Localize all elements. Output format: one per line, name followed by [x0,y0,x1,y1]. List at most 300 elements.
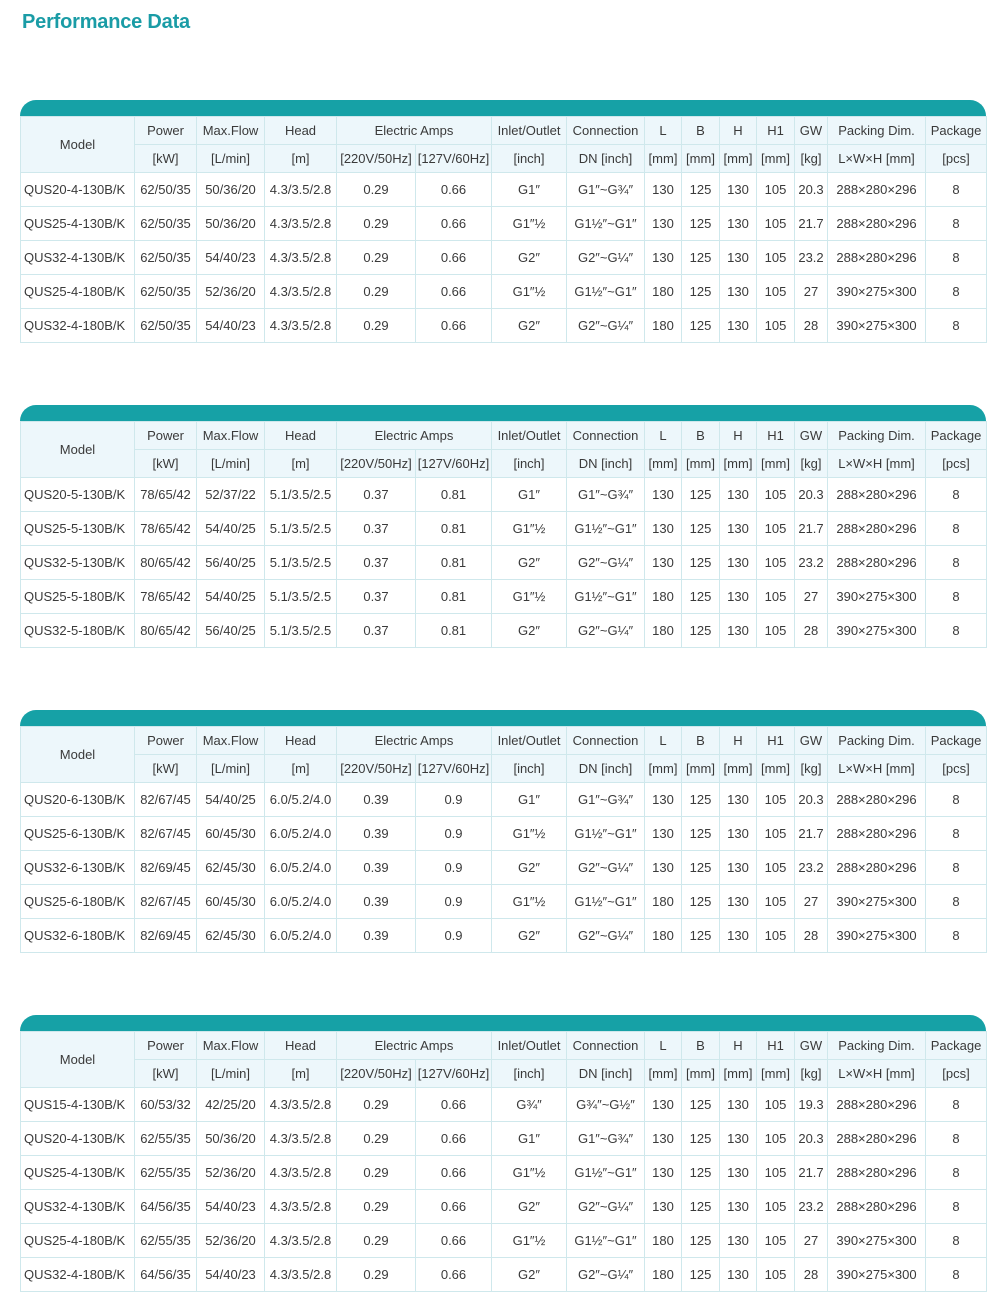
data-cell: 8 [926,275,987,309]
unit-header: [mm] [645,145,682,173]
data-cell: G2″ [492,919,567,953]
data-cell: 27 [795,885,828,919]
model-cell: QUS25-6-180B/K [21,885,135,919]
column-header: Packing Dim. [828,1032,926,1060]
data-cell: 288×280×296 [828,1088,926,1122]
data-cell: 8 [926,614,987,648]
data-cell: G1″~G¾″ [567,478,645,512]
data-cell: 8 [926,817,987,851]
unit-header: [inch] [492,1060,567,1088]
data-cell: 8 [926,1122,987,1156]
data-cell: 125 [682,275,720,309]
unit-header: [mm] [645,1060,682,1088]
data-cell: G2″ [492,614,567,648]
data-cell: 180 [645,885,682,919]
header-row [21,117,987,145]
data-cell: 56/40/25 [197,546,265,580]
table-row [21,1190,987,1224]
data-cell: G2″ [492,851,567,885]
data-cell: 390×275×300 [828,614,926,648]
data-cell: 125 [682,783,720,817]
data-cell: 288×280×296 [828,783,926,817]
data-cell: 130 [720,783,757,817]
data-cell: 0.29 [337,1156,416,1190]
data-cell: 105 [757,1190,795,1224]
column-header: H1 [757,422,795,450]
data-cell: 105 [757,1224,795,1258]
data-cell: G1″ [492,173,567,207]
table-row [21,1088,987,1122]
data-cell: 0.29 [337,173,416,207]
data-cell: 130 [720,546,757,580]
unit-header: [pcs] [926,450,987,478]
data-cell: G1″½ [492,1224,567,1258]
data-cell: 82/67/45 [135,817,197,851]
data-cell: 125 [682,309,720,343]
data-cell: 130 [720,275,757,309]
data-cell: 8 [926,173,987,207]
data-cell: G2″ [492,546,567,580]
data-cell: 125 [682,512,720,546]
data-cell: G1″~G¾″ [567,1122,645,1156]
unit-header: [pcs] [926,755,987,783]
data-cell: 0.29 [337,1088,416,1122]
data-cell: 52/36/20 [197,1156,265,1190]
data-cell: 130 [645,817,682,851]
data-cell: G1½″~G1″ [567,885,645,919]
data-cell: 130 [720,580,757,614]
column-header: Head [265,422,337,450]
column-header: Package [926,117,987,145]
data-cell: 23.2 [795,241,828,275]
table-row [21,173,987,207]
data-cell: 0.37 [337,546,416,580]
unit-header: L×W×H [mm] [828,145,926,173]
unit-header: DN [inch] [567,1060,645,1088]
model-cell: QUS15-4-130B/K [21,1088,135,1122]
table-row [21,783,987,817]
model-cell: QUS32-5-130B/K [21,546,135,580]
data-cell: 180 [645,1224,682,1258]
unit-header: [mm] [720,450,757,478]
data-cell: 82/67/45 [135,783,197,817]
data-cell: 125 [682,1190,720,1224]
data-cell: 60/45/30 [197,817,265,851]
data-cell: 0.29 [337,1122,416,1156]
model-cell: QUS20-4-130B/K [21,1122,135,1156]
unit-header: [mm] [757,1060,795,1088]
unit-header: [mm] [720,145,757,173]
model-cell: QUS20-6-130B/K [21,783,135,817]
data-cell: 8 [926,919,987,953]
unit-header: [m] [265,1060,337,1088]
data-cell: 105 [757,478,795,512]
data-cell: 23.2 [795,546,828,580]
data-cell: 130 [645,478,682,512]
data-cell: 8 [926,241,987,275]
column-header: Inlet/Outlet [492,727,567,755]
data-cell: G2″~G¼″ [567,919,645,953]
data-cell: 78/65/42 [135,512,197,546]
data-cell: 0.81 [416,614,492,648]
data-cell: 130 [645,851,682,885]
data-cell: 125 [682,1224,720,1258]
data-cell: 8 [926,851,987,885]
data-cell: 0.9 [416,919,492,953]
data-cell: 0.81 [416,512,492,546]
data-cell: 180 [645,309,682,343]
unit-header: [kg] [795,755,828,783]
data-cell: G2″~G¼″ [567,614,645,648]
data-cell: 0.66 [416,1258,492,1292]
column-header: Power [135,422,197,450]
data-cell: 54/40/25 [197,512,265,546]
data-cell: 180 [645,580,682,614]
data-cell: 105 [757,851,795,885]
table-header-band [20,405,986,421]
data-cell: 130 [645,1088,682,1122]
data-cell: 390×275×300 [828,1224,926,1258]
model-cell: QUS32-4-180B/K [21,1258,135,1292]
column-header: Connection [567,117,645,145]
data-cell: G1″½ [492,275,567,309]
data-cell: 78/65/42 [135,478,197,512]
data-cell: 62/55/35 [135,1224,197,1258]
data-cell: 8 [926,783,987,817]
data-cell: 78/65/42 [135,580,197,614]
table-row [21,546,987,580]
data-cell: 0.66 [416,207,492,241]
data-cell: 0.29 [337,1190,416,1224]
unit-header: [inch] [492,755,567,783]
unit-header: DN [inch] [567,450,645,478]
data-cell: 50/36/20 [197,173,265,207]
data-cell: 0.66 [416,275,492,309]
table-row [21,614,987,648]
data-cell: 42/25/20 [197,1088,265,1122]
data-cell: 125 [682,851,720,885]
units-row [21,145,987,173]
data-cell: 180 [645,919,682,953]
data-cell: 390×275×300 [828,309,926,343]
data-cell: 0.39 [337,783,416,817]
data-cell: G1½″~G1″ [567,1156,645,1190]
data-cell: 130 [645,241,682,275]
data-cell: 5.1/3.5/2.5 [265,580,337,614]
data-cell: 54/40/23 [197,241,265,275]
units-row [21,1060,987,1088]
model-header: Model [21,422,135,478]
column-header: Electric Amps [337,422,492,450]
table-row [21,309,987,343]
data-cell: 125 [682,919,720,953]
data-cell: 0.9 [416,885,492,919]
data-cell: 105 [757,614,795,648]
column-header: Inlet/Outlet [492,1032,567,1060]
data-cell: 28 [795,919,828,953]
data-cell: 390×275×300 [828,919,926,953]
data-cell: 125 [682,1156,720,1190]
table-row [21,275,987,309]
data-cell: 80/65/42 [135,614,197,648]
column-header: H [720,727,757,755]
performance-table [20,726,987,953]
unit-header: [mm] [757,450,795,478]
column-header: GW [795,727,828,755]
data-cell: 21.7 [795,1156,828,1190]
data-cell: 8 [926,207,987,241]
data-cell: 28 [795,309,828,343]
data-cell: 105 [757,580,795,614]
data-cell: 0.66 [416,1088,492,1122]
data-cell: 288×280×296 [828,1190,926,1224]
data-cell: 28 [795,1258,828,1292]
data-cell: 125 [682,478,720,512]
data-cell: 0.66 [416,1122,492,1156]
data-cell: 0.37 [337,478,416,512]
data-cell: 6.0/5.2/4.0 [265,919,337,953]
column-header: GW [795,422,828,450]
units-row [21,755,987,783]
unit-header: [220V/50Hz] [337,145,416,173]
data-cell: 52/36/20 [197,275,265,309]
unit-header: [pcs] [926,1060,987,1088]
data-cell: 105 [757,1122,795,1156]
column-header: GW [795,117,828,145]
data-cell: G¾″ [492,1088,567,1122]
data-cell: 60/45/30 [197,885,265,919]
model-cell: QUS20-4-130B/K [21,173,135,207]
data-cell: 60/53/32 [135,1088,197,1122]
data-cell: 0.66 [416,241,492,275]
data-cell: 8 [926,1258,987,1292]
data-cell: G1″~G¾″ [567,783,645,817]
data-cell: 130 [720,851,757,885]
header-row [21,727,987,755]
data-cell: 5.1/3.5/2.5 [265,546,337,580]
column-header: Packing Dim. [828,727,926,755]
unit-header: [mm] [682,1060,720,1088]
model-cell: QUS32-6-180B/K [21,919,135,953]
data-cell: 0.37 [337,614,416,648]
unit-header: [220V/50Hz] [337,755,416,783]
data-cell: 130 [645,512,682,546]
data-cell: 54/40/23 [197,1258,265,1292]
performance-table [20,116,987,343]
unit-header: [mm] [682,145,720,173]
data-cell: 288×280×296 [828,817,926,851]
data-cell: G1″½ [492,207,567,241]
data-cell: 125 [682,614,720,648]
unit-header: [kg] [795,1060,828,1088]
data-cell: 125 [682,207,720,241]
data-cell: 0.81 [416,478,492,512]
data-cell: 130 [720,885,757,919]
column-header: Connection [567,422,645,450]
unit-header: [pcs] [926,145,987,173]
data-cell: 0.66 [416,1190,492,1224]
column-header: B [682,1032,720,1060]
unit-header: [mm] [757,755,795,783]
table-row [21,817,987,851]
data-cell: 82/67/45 [135,885,197,919]
data-cell: 6.0/5.2/4.0 [265,783,337,817]
data-cell: 52/36/20 [197,1224,265,1258]
data-cell: 105 [757,885,795,919]
unit-header: [kW] [135,1060,197,1088]
unit-header: [220V/50Hz] [337,450,416,478]
table-header-band [20,100,986,116]
column-header: B [682,117,720,145]
data-cell: 4.3/3.5/2.8 [265,241,337,275]
data-cell: 105 [757,309,795,343]
data-cell: 130 [720,512,757,546]
data-cell: 288×280×296 [828,546,926,580]
unit-header: [L/min] [197,145,265,173]
data-cell: G1½″~G1″ [567,817,645,851]
data-cell: 130 [720,478,757,512]
data-cell: G1″½ [492,512,567,546]
data-cell: 8 [926,1224,987,1258]
column-header: Connection [567,727,645,755]
data-cell: 125 [682,1258,720,1292]
data-cell: 19.3 [795,1088,828,1122]
data-cell: 5.1/3.5/2.5 [265,478,337,512]
data-cell: 62/50/35 [135,207,197,241]
data-cell: 27 [795,580,828,614]
model-cell: QUS25-4-180B/K [21,1224,135,1258]
data-cell: 105 [757,207,795,241]
table-header-band [20,710,986,726]
data-cell: 0.29 [337,1224,416,1258]
data-cell: 130 [720,241,757,275]
model-cell: QUS25-4-180B/K [21,275,135,309]
column-header: Electric Amps [337,1032,492,1060]
data-cell: G1″½ [492,1156,567,1190]
data-cell: 8 [926,546,987,580]
column-header: L [645,117,682,145]
model-cell: QUS25-4-130B/K [21,1156,135,1190]
unit-header: L×W×H [mm] [828,755,926,783]
data-cell: 130 [720,1190,757,1224]
data-cell: 62/50/35 [135,275,197,309]
page-title: Performance Data [22,11,190,33]
data-cell: 288×280×296 [828,851,926,885]
data-cell: 20.3 [795,783,828,817]
data-cell: 0.29 [337,241,416,275]
data-cell: G2″ [492,241,567,275]
data-cell: 125 [682,173,720,207]
table-row [21,1122,987,1156]
unit-header: [127V/60Hz] [416,145,492,173]
table-row [21,1258,987,1292]
data-cell: 4.3/3.5/2.8 [265,1156,337,1190]
data-cell: 0.37 [337,512,416,546]
data-cell: 0.81 [416,580,492,614]
unit-header: [220V/50Hz] [337,1060,416,1088]
data-cell: 0.29 [337,1258,416,1292]
column-header: H1 [757,1032,795,1060]
data-cell: 50/36/20 [197,1122,265,1156]
column-header: Head [265,727,337,755]
data-cell: 6.0/5.2/4.0 [265,851,337,885]
column-header: H1 [757,727,795,755]
data-cell: G2″ [492,309,567,343]
data-cell: G1″~G¾″ [567,173,645,207]
data-cell: 180 [645,614,682,648]
table-row [21,478,987,512]
data-cell: G2″~G¼″ [567,1190,645,1224]
unit-header: [m] [265,145,337,173]
data-cell: 105 [757,275,795,309]
column-header: Inlet/Outlet [492,422,567,450]
data-cell: 54/40/23 [197,1190,265,1224]
model-cell: QUS25-5-130B/K [21,512,135,546]
model-cell: QUS25-5-180B/K [21,580,135,614]
unit-header: [mm] [720,755,757,783]
model-cell: QUS32-5-180B/K [21,614,135,648]
data-cell: 54/40/25 [197,783,265,817]
data-cell: G1″½ [492,580,567,614]
data-cell: G1½″~G1″ [567,207,645,241]
data-cell: 125 [682,580,720,614]
data-cell: 27 [795,275,828,309]
data-cell: G2″~G¼″ [567,309,645,343]
column-header: Max.Flow [197,117,265,145]
data-cell: 390×275×300 [828,1258,926,1292]
column-header: Inlet/Outlet [492,117,567,145]
data-cell: 52/37/22 [197,478,265,512]
data-cell: 0.66 [416,1156,492,1190]
data-cell: 130 [645,1122,682,1156]
data-cell: 4.3/3.5/2.8 [265,1224,337,1258]
unit-header: [127V/60Hz] [416,755,492,783]
data-cell: 4.3/3.5/2.8 [265,173,337,207]
data-cell: 0.9 [416,783,492,817]
table-row [21,1224,987,1258]
column-header: Max.Flow [197,1032,265,1060]
data-cell: 105 [757,817,795,851]
column-header: Connection [567,1032,645,1060]
unit-header: [mm] [757,145,795,173]
data-cell: 23.2 [795,851,828,885]
unit-header: [inch] [492,145,567,173]
data-cell: 288×280×296 [828,173,926,207]
table-row [21,241,987,275]
data-cell: 288×280×296 [828,241,926,275]
unit-header: L×W×H [mm] [828,450,926,478]
column-header: Head [265,117,337,145]
model-cell: QUS32-4-130B/K [21,241,135,275]
data-cell: 0.29 [337,207,416,241]
data-cell: 130 [720,309,757,343]
data-cell: 4.3/3.5/2.8 [265,275,337,309]
data-cell: 390×275×300 [828,885,926,919]
table-block [20,710,986,953]
data-cell: 4.3/3.5/2.8 [265,1190,337,1224]
units-row [21,450,987,478]
data-cell: 8 [926,1190,987,1224]
data-cell: G1″½ [492,817,567,851]
data-cell: 21.7 [795,512,828,546]
data-cell: 8 [926,512,987,546]
data-cell: 0.66 [416,1224,492,1258]
data-cell: 180 [645,1258,682,1292]
data-cell: 0.39 [337,851,416,885]
unit-header: [L/min] [197,755,265,783]
data-cell: 54/40/25 [197,580,265,614]
data-cell: 130 [720,1258,757,1292]
